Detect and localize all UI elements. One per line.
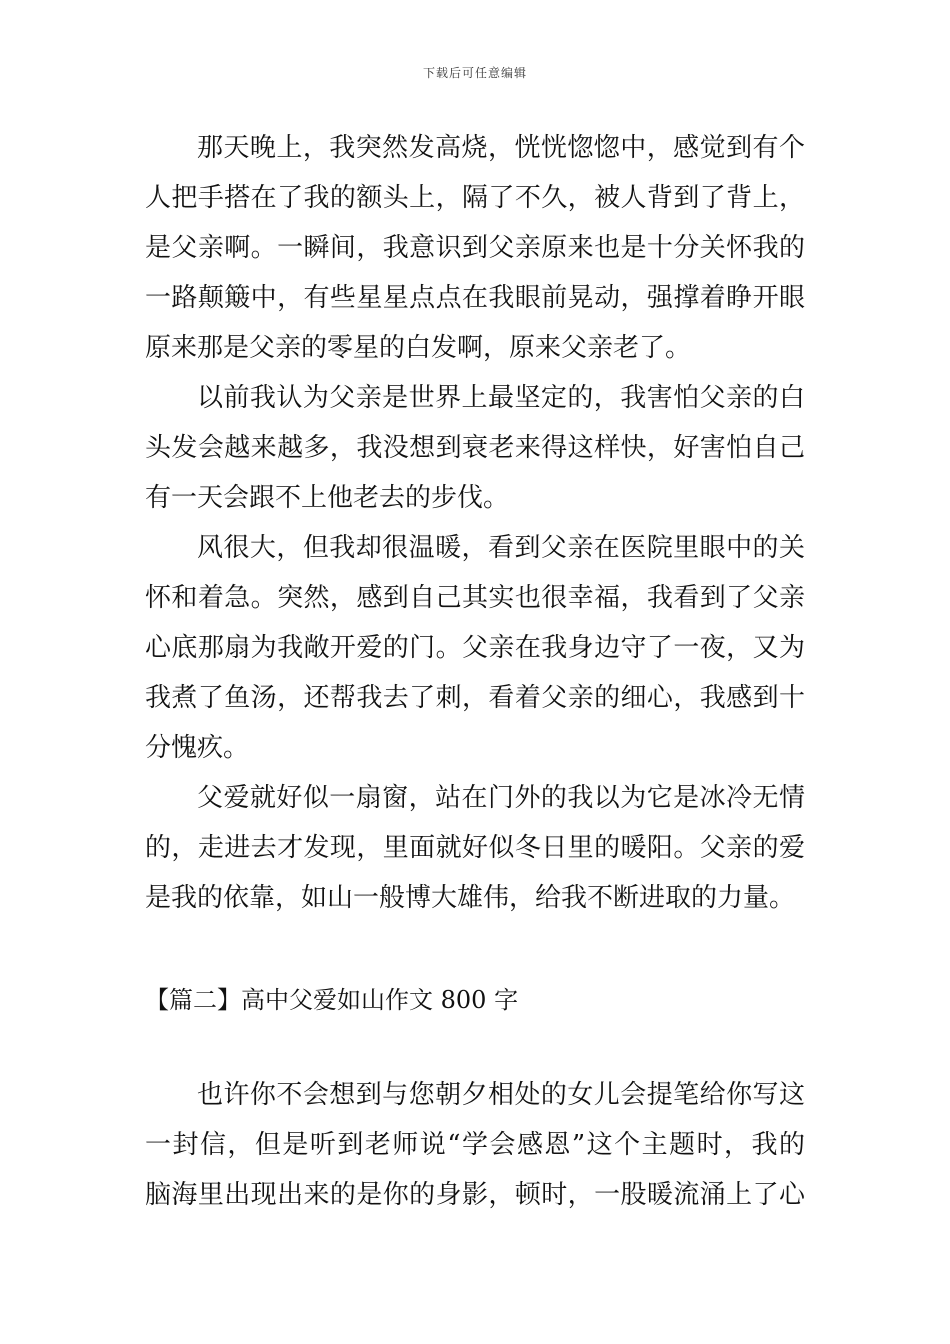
text-line: 怀和着急。突然，感到自己其实也很幸福，我看到了父亲 (145, 583, 805, 613)
text-line: 有一天会跟不上他老去的步伐。 (145, 483, 510, 513)
text-line: 以前我认为父亲是世界上最坚定的，我害怕父亲的白 (197, 383, 805, 413)
text-line: 的，走进去才发现，里面就好似冬日里的暖阳。父亲的爱 (145, 833, 805, 863)
text-line: 心底那扇为我敞开爱的门。父亲在我身边守了一夜，又为 (145, 633, 805, 663)
text-line: 头发会越来越多，我没想到衰老来得这样快，好害怕自己 (145, 433, 805, 463)
text-line: 是父亲啊。一瞬间，我意识到父亲原来也是十分关怀我的 (145, 233, 805, 263)
text-line: 也许你不会想到与您朝夕相处的女儿会提笔给你写这 (197, 1080, 805, 1110)
text-line: 脑海里出现出来的是你的身影，顿时，一股暖流涌上了心 (145, 1180, 805, 1210)
text-line: 一路颠簸中，有些星星点点在我眼前晃动，强撑着睁开眼 (145, 283, 805, 313)
text-line: 原来那是父亲的零星的白发啊，原来父亲老了。 (145, 333, 692, 363)
text-line: 分愧疚。 (145, 733, 250, 763)
text-line: 我煮了鱼汤，还帮我去了刺，看着父亲的细心，我感到十 (145, 683, 805, 713)
text-line: 那天晚上，我突然发高烧，恍恍惚惚中，感觉到有个 (197, 133, 805, 163)
text-line: 父爱就好似一扇窗，站在门外的我以为它是冰冷无情 (197, 783, 805, 813)
section-heading: 【篇二】高中父爱如山作文 800 字 (145, 986, 519, 1014)
text-line: 是我的依靠，如山一般博大雄伟，给我不断进取的力量。 (145, 883, 796, 913)
text-line: 人把手搭在了我的额头上，隔了不久，被人背到了背上， (145, 183, 805, 213)
text-line: 一封信，但是听到老师说“学会感恩”这个主题时，我的 (145, 1130, 805, 1160)
page-header-note: 下载后可任意编辑 (422, 66, 527, 80)
text-line: 风很大，但我却很温暖，看到父亲在医院里眼中的关 (197, 533, 805, 563)
